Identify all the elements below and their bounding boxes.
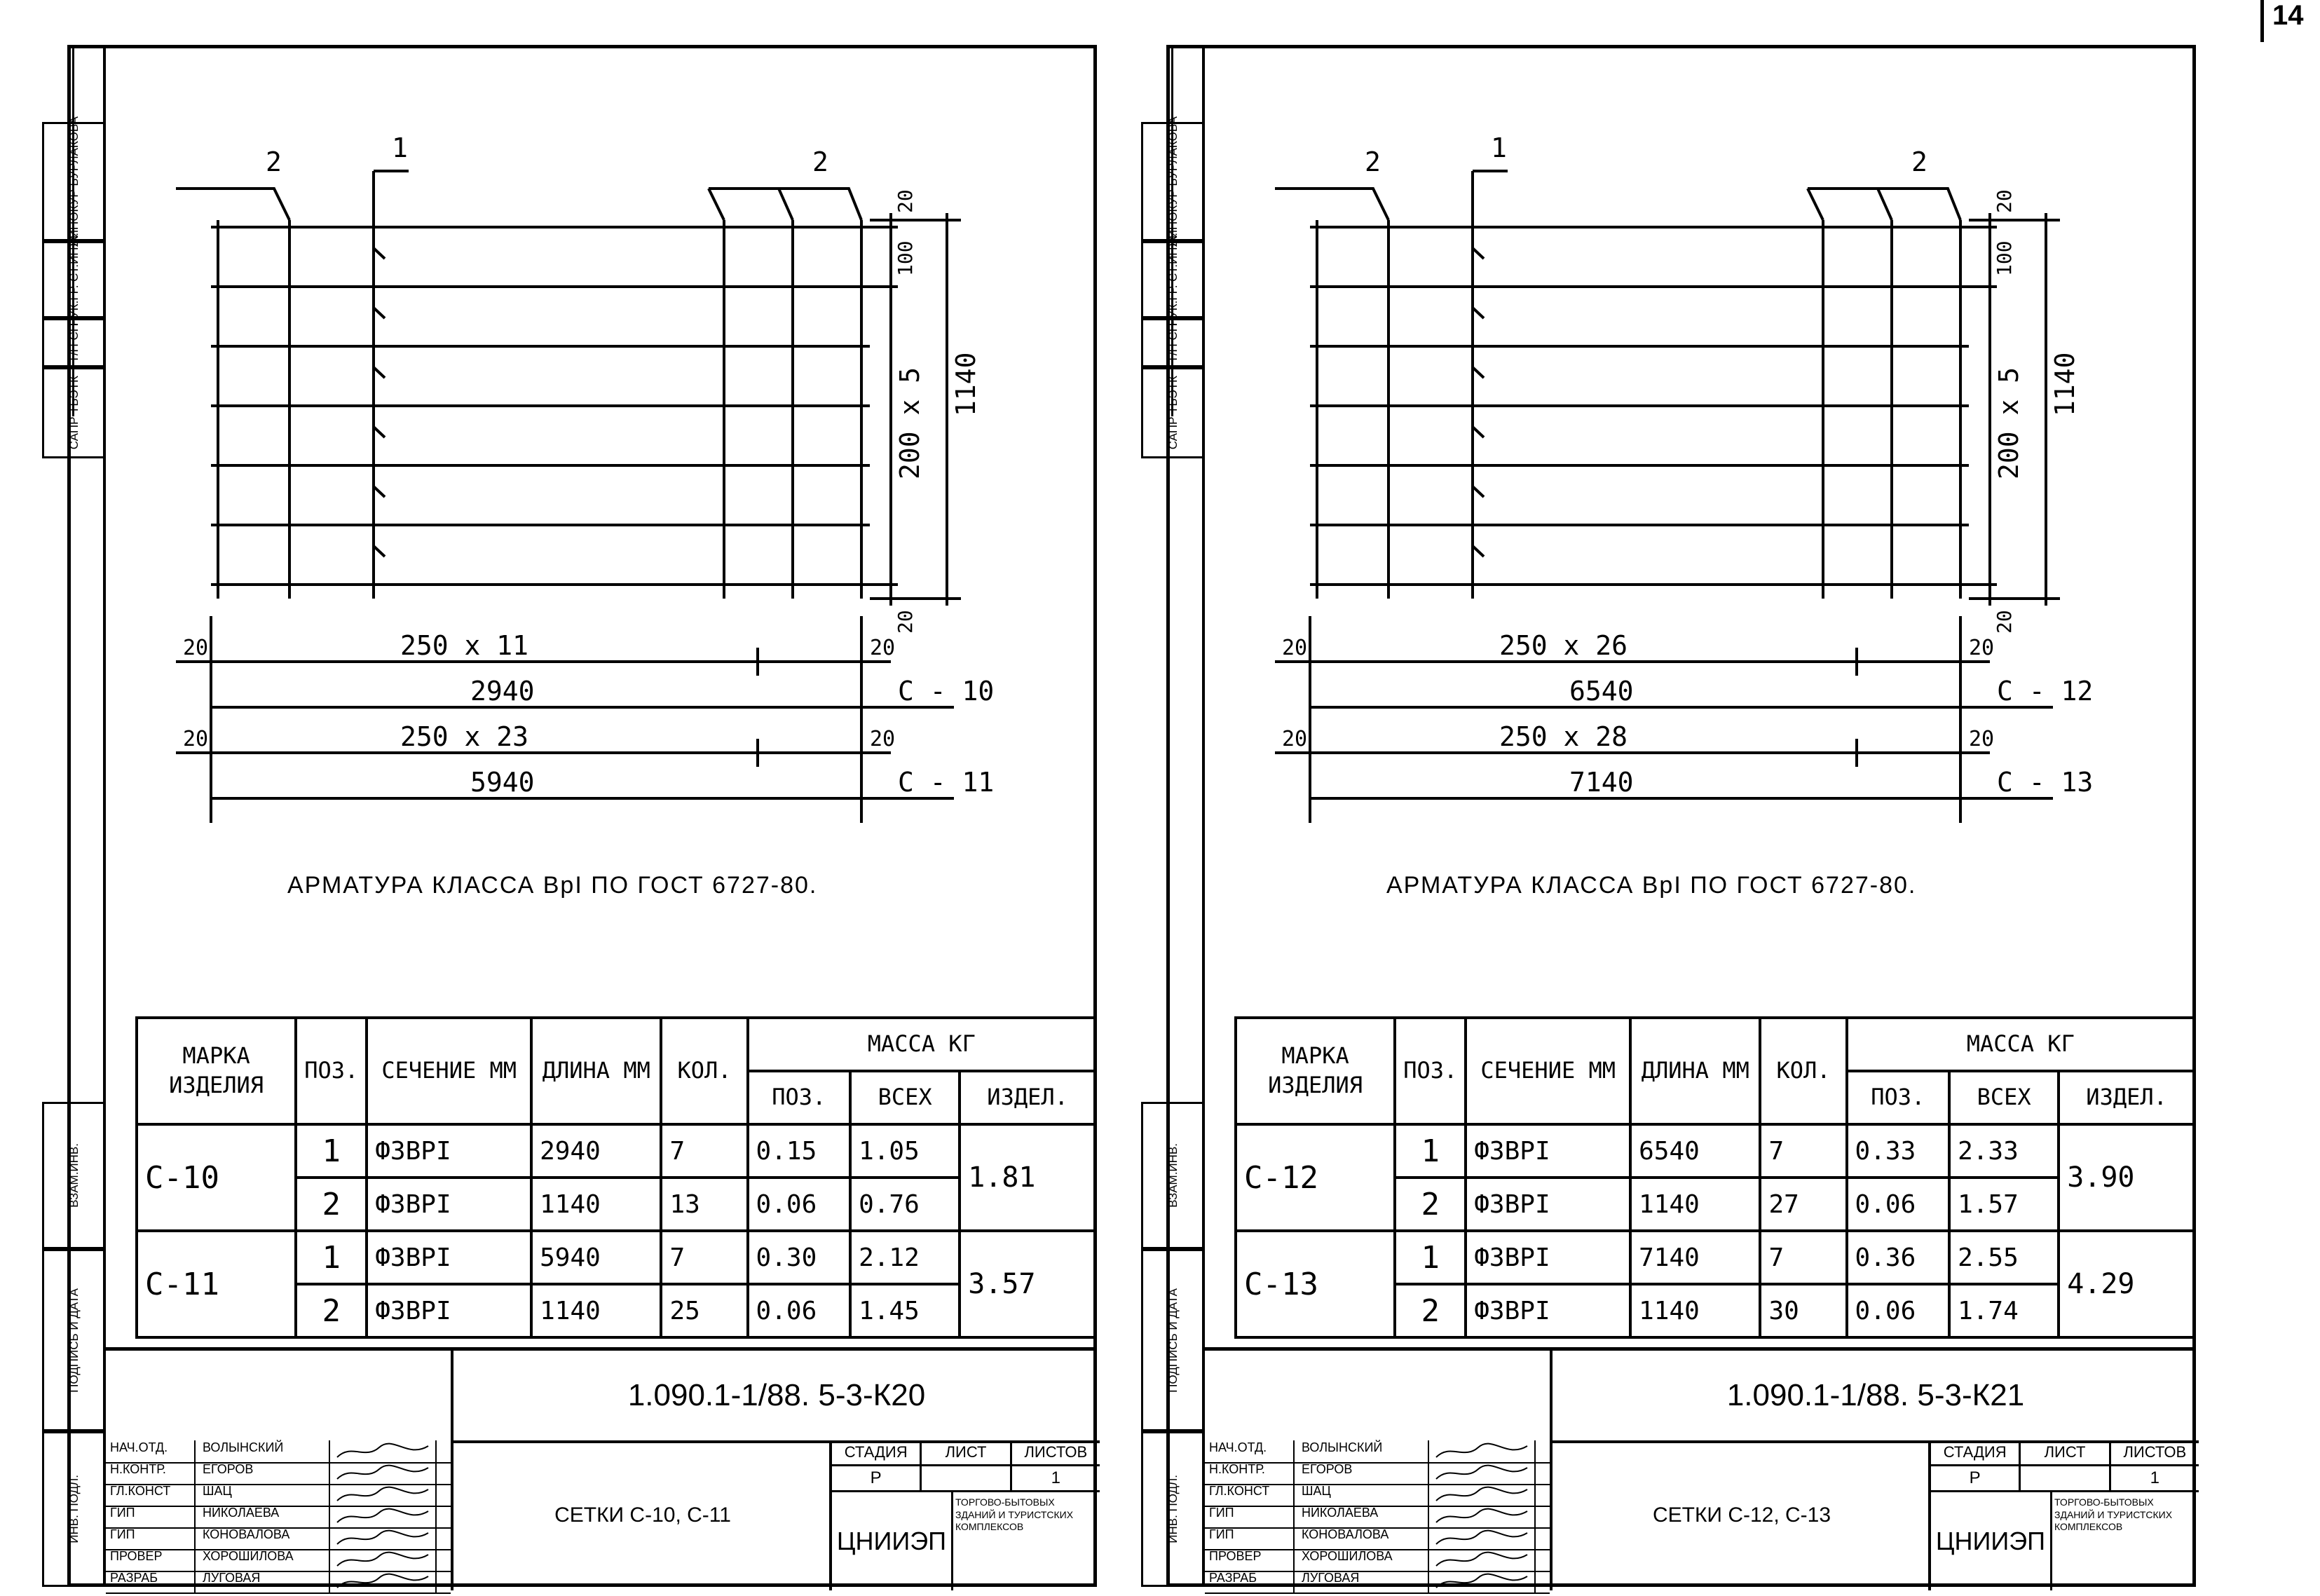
th-qty: КОЛ.: [1760, 1018, 1846, 1124]
staff-name: НИКОЛАЕВА: [1295, 1506, 1429, 1527]
dim-a-pitch: 250 x 11: [400, 630, 529, 661]
sheet-header: ЛИСТ: [922, 1440, 1011, 1464]
signature-scribble: [1429, 1549, 1536, 1571]
staff-list: [106, 1351, 451, 1590]
signature-scribble: [1429, 1484, 1536, 1506]
dim-first-step: 100: [1993, 240, 2016, 276]
sheets-header: ЛИСТОВ: [1024, 1443, 1088, 1461]
staff-role: Н.КОНТР.: [106, 1462, 196, 1484]
dim-bottom-offset: 20: [894, 610, 917, 634]
dim-height: 1140: [2049, 352, 2080, 416]
signature-scribble: [1429, 1571, 1536, 1592]
staff-role: ГИП: [106, 1527, 196, 1549]
cell-item-mass: 3.57: [960, 1231, 1096, 1337]
organization-note: ТОРГОВО-БЫТОВЫХ ЗДАНИЙ И ТУРИСТСКИХ КОМПЛЕКСОВ: [955, 1496, 1074, 1532]
staff-row: [1205, 1527, 1550, 1550]
cell-mark: С-12: [1236, 1124, 1395, 1231]
cell-length: 1140: [531, 1284, 661, 1337]
margin-stamp-text: САПР ТБЭТК: [1166, 376, 1180, 450]
th-mass-all: ВСЕХ: [1949, 1071, 2059, 1124]
document-title: СЕТКИ С-12, С-13: [1550, 1440, 1931, 1590]
cell-length: 7140: [1630, 1231, 1760, 1284]
mesh-drawing: [106, 45, 1097, 914]
cell-pos: 1: [296, 1231, 367, 1284]
cell-length: 1140: [1630, 1284, 1760, 1337]
cell-item-mass: 3.90: [2059, 1124, 2195, 1231]
dim-top-offset: 20: [1993, 189, 2016, 213]
organization: ЦНИИЭП: [1931, 1492, 2052, 1590]
staff-row: [1205, 1462, 1550, 1485]
staff-row: [1205, 1484, 1550, 1507]
margin-stamp-text: ПОДПИСЬ И ДАТА: [1166, 1288, 1180, 1393]
cell-mark: С-10: [137, 1124, 296, 1231]
reinforcement-note: АРМАТУРА КЛАССА ВрI ПО ГОСТ 6727-80.: [1386, 872, 1917, 899]
cell-section: Ф3ВРI: [367, 1284, 531, 1337]
cell-qty: 13: [661, 1178, 747, 1231]
cell-section: Ф3ВРI: [1466, 1178, 1630, 1231]
th-pos: ПОЗ.: [1395, 1018, 1466, 1124]
margin-stamp-text: ВЗАМ.ИНВ.: [67, 1143, 81, 1208]
staff-role: ГЛ.КОНСТ: [1205, 1484, 1295, 1506]
cell-mark: С-11: [137, 1231, 296, 1337]
signature-scribble: [330, 1462, 437, 1484]
mesh-drawing: [1205, 45, 2196, 914]
stage-header: СТАДИЯ: [1931, 1440, 2021, 1464]
th-pos: ПОЗ.: [296, 1018, 367, 1124]
table-row: [137, 1231, 1096, 1284]
staff-name: ЛУГОВАЯ: [1295, 1571, 1429, 1592]
th-mass: МАССА КГ: [1847, 1018, 2195, 1071]
dim-a-end: 20: [870, 636, 896, 660]
sheet-value: [2021, 1466, 2110, 1490]
table-row: [137, 1124, 1096, 1178]
mesh-svg: [1205, 45, 2196, 858]
reinforcement-note: АРМАТУРА КЛАССА ВрI ПО ГОСТ 6727-80.: [287, 872, 818, 899]
cell-qty: 25: [661, 1284, 747, 1337]
dim-b-start: 20: [1282, 727, 1308, 751]
staff-name: КОНОВАЛОВА: [196, 1527, 330, 1549]
th-qty: КОЛ.: [661, 1018, 747, 1124]
cell-mass-pos: 0.30: [748, 1231, 851, 1284]
dim-b-pitch: 250 x 28: [1499, 721, 1628, 752]
cell-pos: 2: [1395, 1178, 1466, 1231]
th-section: СЕЧЕНИЕ ММ: [1466, 1018, 1630, 1124]
specification-table: [135, 1016, 1097, 1339]
dim-a-start: 20: [183, 636, 209, 660]
margin-stamp-text: ВЗАМ.ИНВ.: [1166, 1143, 1180, 1208]
cell-mass-pos: 0.15: [748, 1124, 851, 1178]
th-mark: МАРКА ИЗДЕЛИЯ: [137, 1018, 296, 1124]
drawing-sheet: [1099, 45, 2196, 1587]
staff-role: РАЗРАБ: [106, 1571, 196, 1592]
callout-pos2-left: 2: [266, 146, 282, 177]
dim-b-end: 20: [870, 727, 896, 751]
cell-length: 6540: [1630, 1124, 1760, 1178]
stage-block: [1928, 1440, 2199, 1590]
th-length: ДЛИНА ММ: [531, 1018, 661, 1124]
sheet-value: [922, 1466, 1011, 1490]
cell-length: 5940: [531, 1231, 661, 1284]
dim-b-length: 5940: [470, 767, 535, 798]
cell-pos: 1: [296, 1124, 367, 1178]
cell-mass-all: 1.57: [1949, 1178, 2059, 1231]
margin-stamp-text: Т/П СП: [67, 322, 81, 363]
dim-pitch: 200 x 5: [1993, 367, 2024, 479]
cell-section: Ф3ВРI: [367, 1124, 531, 1178]
table-row: [1236, 1231, 2195, 1284]
cell-mass-all: 2.33: [1949, 1124, 2059, 1178]
th-section: СЕЧЕНИЕ ММ: [367, 1018, 531, 1124]
staff-name: НИКОЛАЕВА: [196, 1506, 330, 1527]
margin-stamp-text: САПР ТБЭТК: [67, 376, 81, 450]
staff-row: [106, 1571, 451, 1594]
staff-row: [106, 1462, 451, 1485]
cell-mark: С-13: [1236, 1231, 1395, 1337]
cell-mass-all: 0.76: [850, 1178, 960, 1231]
signature-scribble: [330, 1549, 437, 1571]
dim-a-start: 20: [1282, 636, 1308, 660]
signature-scribble: [330, 1506, 437, 1527]
cell-qty: 30: [1760, 1284, 1846, 1337]
signature-scribble: [330, 1440, 437, 1462]
page-number: 14: [2260, 0, 2304, 42]
dim-b-start: 20: [183, 727, 209, 751]
cell-mass-all: 1.74: [1949, 1284, 2059, 1337]
staff-role: ГИП: [1205, 1527, 1295, 1549]
signature-scribble: [330, 1571, 437, 1592]
cell-section: Ф3ВРI: [1466, 1231, 1630, 1284]
staff-name: ХОРОШИЛОВА: [196, 1549, 330, 1571]
margin-stamp-text: ИНВ. ПОДЛ.: [1166, 1475, 1180, 1543]
cell-section: Ф3ВРI: [1466, 1124, 1630, 1178]
dim-a-mark: С - 12: [1997, 676, 2094, 707]
staff-row: [106, 1506, 451, 1529]
th-length: ДЛИНА ММ: [1630, 1018, 1760, 1124]
cell-qty: 7: [1760, 1124, 1846, 1178]
signature-scribble: [1429, 1506, 1536, 1527]
cell-pos: 1: [1395, 1231, 1466, 1284]
dim-a-mark: С - 10: [898, 676, 995, 707]
staff-row: [106, 1527, 451, 1550]
cell-pos: 2: [1395, 1284, 1466, 1337]
margin-stamp-text: Т/П СП: [1166, 322, 1180, 363]
dim-pitch: 200 x 5: [894, 367, 925, 479]
dim-top-offset: 20: [894, 189, 917, 213]
cell-mass-pos: 0.06: [748, 1178, 851, 1231]
title-block: [1205, 1347, 2196, 1590]
staff-name: ЛУГОВАЯ: [196, 1571, 330, 1592]
staff-name: ЕГОРОВ: [196, 1462, 330, 1484]
signature-scribble: [330, 1527, 437, 1549]
dim-bottom-offset: 20: [1993, 610, 2016, 634]
specification-table: [1234, 1016, 2196, 1339]
dim-first-step: 100: [894, 240, 917, 276]
cell-mass-all: 1.45: [850, 1284, 960, 1337]
spec-body: [137, 1124, 1096, 1337]
document-code: 1.090.1-1/88. 5-3-К20: [451, 1351, 1100, 1443]
cell-length: 1140: [1630, 1178, 1760, 1231]
sheet-header: ЛИСТ: [2021, 1440, 2110, 1464]
cell-length: 1140: [531, 1178, 661, 1231]
cell-item-mass: 1.81: [960, 1124, 1096, 1231]
cell-length: 2940: [531, 1124, 661, 1178]
dim-a-pitch: 250 x 26: [1499, 630, 1628, 661]
callout-pos1: 1: [392, 132, 408, 163]
staff-name: ЕГОРОВ: [1295, 1462, 1429, 1484]
cell-qty: 7: [661, 1231, 747, 1284]
cell-mass-pos: 0.33: [1847, 1124, 1950, 1178]
cell-qty: 7: [661, 1124, 747, 1178]
cell-mass-all: 2.12: [850, 1231, 960, 1284]
callout-pos2-left: 2: [1365, 146, 1381, 177]
staff-role: ПРОВЕР: [1205, 1549, 1295, 1571]
th-mass-item: ИЗДЕЛ.: [960, 1071, 1096, 1124]
cell-qty: 27: [1760, 1178, 1846, 1231]
dim-b-mark: С - 11: [898, 767, 995, 798]
cell-item-mass: 4.29: [2059, 1231, 2195, 1337]
drawing-sheet: [0, 45, 1097, 1587]
organization: ЦНИИЭП: [832, 1492, 953, 1590]
th-mark: МАРКА ИЗДЕЛИЯ: [1236, 1018, 1395, 1124]
cell-section: Ф3ВРI: [367, 1178, 531, 1231]
callout-pos2-right: 2: [812, 146, 828, 177]
sheets-value: 1: [1051, 1468, 1060, 1487]
signature-scribble: [1429, 1462, 1536, 1484]
cell-mass-pos: 0.06: [1847, 1178, 1950, 1231]
staff-role: ГЛ.КОНСТ: [106, 1484, 196, 1506]
staff-name: КОНОВАЛОВА: [1295, 1527, 1429, 1549]
staff-name: ШАЦ: [196, 1484, 330, 1506]
sheets-header: ЛИСТОВ: [2123, 1443, 2187, 1461]
dim-a-end: 20: [1969, 636, 1995, 660]
cell-pos: 2: [296, 1178, 367, 1231]
staff-role: РАЗРАБ: [1205, 1571, 1295, 1592]
title-block: [106, 1347, 1097, 1590]
cell-section: Ф3ВРI: [1466, 1284, 1630, 1337]
staff-role: Н.КОНТР.: [1205, 1462, 1295, 1484]
cell-section: Ф3ВРI: [367, 1231, 531, 1284]
staff-row: [1205, 1549, 1550, 1572]
dim-b-end: 20: [1969, 727, 1995, 751]
margin-stamp-text: ВИНОКУР БУРЛАКОВА: [1166, 116, 1180, 247]
margin-stamp-text: ПОДПИСЬ И ДАТА: [67, 1288, 81, 1393]
cell-pos: 1: [1395, 1124, 1466, 1178]
staff-list: [1205, 1351, 1550, 1590]
callout-pos2-right: 2: [1911, 146, 1927, 177]
margin-stamp-text: РУК.ГР. СТ.ИНЖ.: [67, 233, 81, 327]
cell-mass-pos: 0.06: [1847, 1284, 1950, 1337]
dim-b-length: 7140: [1569, 767, 1634, 798]
th-mass-pos: ПОЗ.: [1847, 1071, 1950, 1124]
staff-row: [1205, 1440, 1550, 1464]
staff-row: [106, 1549, 451, 1572]
th-mass-pos: ПОЗ.: [748, 1071, 851, 1124]
staff-role: НАЧ.ОТД.: [106, 1440, 196, 1462]
cell-mass-all: 1.05: [850, 1124, 960, 1178]
document-title: СЕТКИ С-10, С-11: [451, 1440, 832, 1590]
staff-role: ПРОВЕР: [106, 1549, 196, 1571]
organization-note: ТОРГОВО-БЫТОВЫХ ЗДАНИЙ И ТУРИСТСКИХ КОМПЛЕКСОВ: [2054, 1496, 2173, 1532]
document-code: 1.090.1-1/88. 5-3-К21: [1550, 1351, 2199, 1443]
staff-name: ВОЛЫНСКИЙ: [1295, 1440, 1429, 1462]
staff-row: [1205, 1571, 1550, 1594]
staff-name: ХОРОШИЛОВА: [1295, 1549, 1429, 1571]
stage-header: СТАДИЯ: [832, 1440, 922, 1464]
th-mass-all: ВСЕХ: [850, 1071, 960, 1124]
signature-scribble: [330, 1484, 437, 1506]
dim-b-pitch: 250 x 23: [400, 721, 529, 752]
cell-mass-pos: 0.36: [1847, 1231, 1950, 1284]
signature-scribble: [1429, 1527, 1536, 1549]
dim-b-mark: С - 13: [1997, 767, 2094, 798]
callout-pos1: 1: [1491, 132, 1507, 163]
staff-row: [106, 1484, 451, 1507]
stage-value: Р: [1931, 1466, 2021, 1490]
th-mass-item: ИЗДЕЛ.: [2059, 1071, 2195, 1124]
stage-value: Р: [832, 1466, 922, 1490]
mesh-svg: [106, 45, 1097, 858]
margin-stamp-text: РУК.ГР. СТ.ИНЖ.: [1166, 233, 1180, 327]
dim-height: 1140: [950, 352, 981, 416]
cell-pos: 2: [296, 1284, 367, 1337]
stage-block: [829, 1440, 1100, 1590]
margin-stamp-text: ИНВ. ПОДЛ.: [67, 1475, 81, 1543]
spec-body: [1236, 1124, 2195, 1337]
sheets-value: 1: [2150, 1468, 2159, 1487]
dim-a-length: 6540: [1569, 676, 1634, 707]
dim-a-length: 2940: [470, 676, 535, 707]
staff-name: ШАЦ: [1295, 1484, 1429, 1506]
staff-role: ГИП: [1205, 1506, 1295, 1527]
margin-stamp-text: ВИНОКУР БУРЛАКОВА: [67, 116, 81, 247]
signature-scribble: [1429, 1440, 1536, 1462]
staff-role: НАЧ.ОТД.: [1205, 1440, 1295, 1462]
table-row: [1236, 1124, 2195, 1178]
cell-qty: 7: [1760, 1231, 1846, 1284]
staff-row: [1205, 1506, 1550, 1529]
cell-mass-pos: 0.06: [748, 1284, 851, 1337]
staff-role: ГИП: [106, 1506, 196, 1527]
staff-name: ВОЛЫНСКИЙ: [196, 1440, 330, 1462]
cell-mass-all: 2.55: [1949, 1231, 2059, 1284]
staff-row: [106, 1440, 451, 1464]
th-mass: МАССА КГ: [748, 1018, 1096, 1071]
